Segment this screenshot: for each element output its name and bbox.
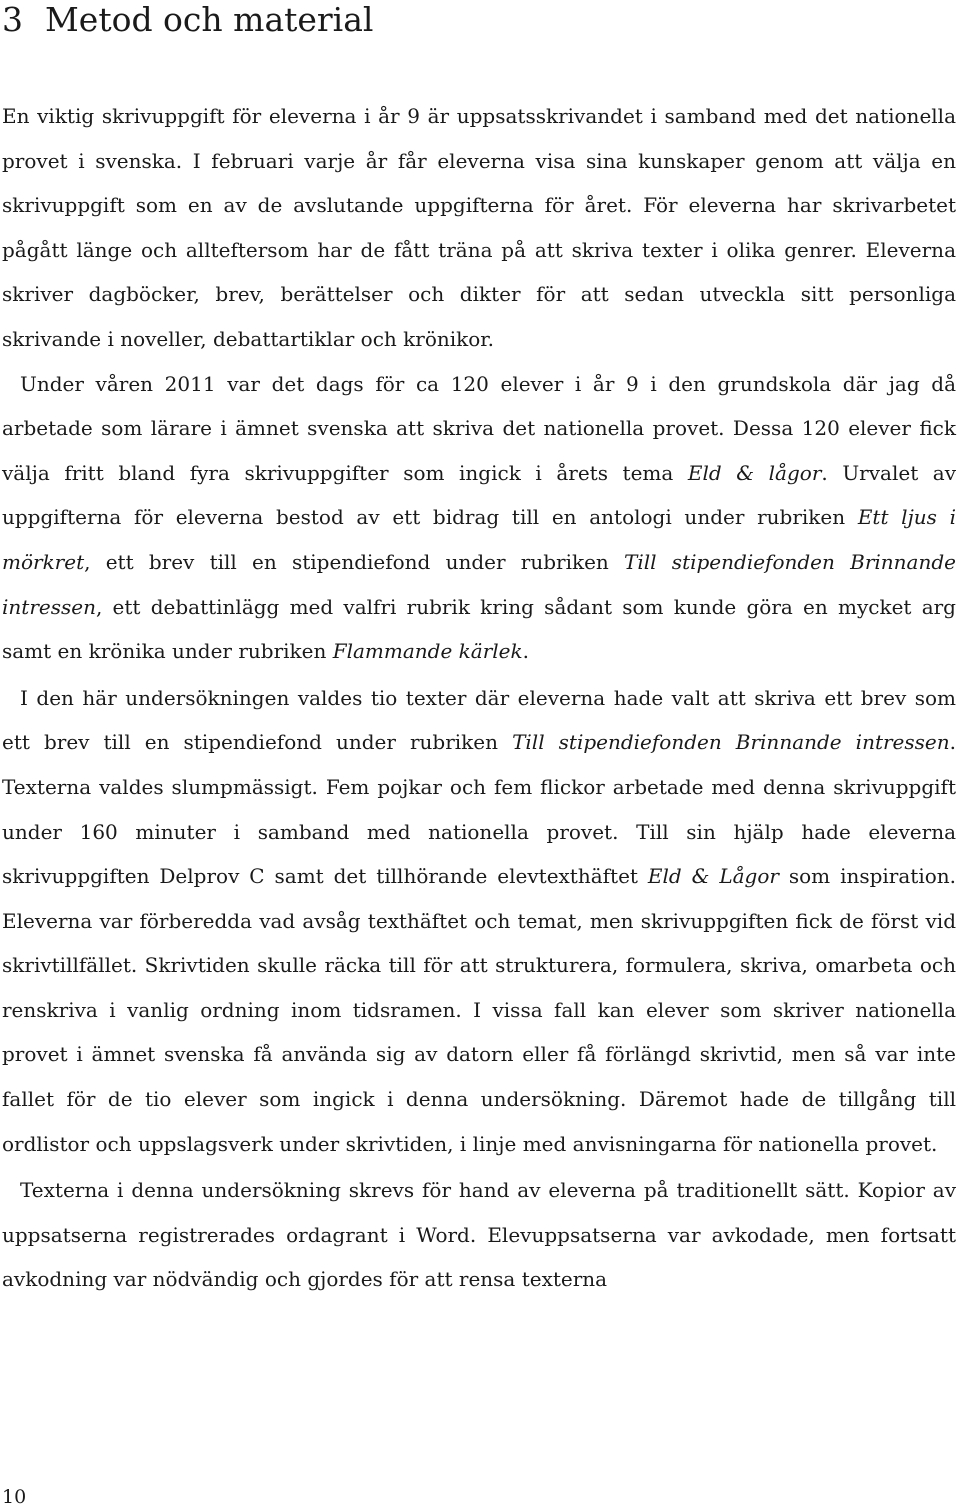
italic-title: Till stipendiefonden Brinnande intressen [2,549,956,619]
paragraph-text: I den här undersökningen valdes tio texter där eleverna hade valt att skriva ett brev som ett brev till en stipendiefond under rubriken [2,685,956,755]
section-title: Metod och material [45,0,374,39]
italic-title: Ett ljus i mörkret [2,505,956,574]
paragraph-text: . [522,639,529,664]
paragraph-3 [2,676,956,1167]
paragraph-1 [2,94,956,362]
paragraph-text: . Urvalet av uppgifterna för eleverna bestod av ett bidrag till en antologi under rubriken [2,460,957,530]
paragraph-text: som inspiration. Eleverna var förberedda vad avsåg texthäftet och temat, men skrivuppgiften fick de först vid skrivtillfället. Skrivtiden skulle räcka till för att strukturera, formulera, skriva, omarbeta och renskriva i vanlig ordning inom tidsramen. I vissa fall kan elever som skriver nationella provet i ämnet svenska få använda sig av datorn eller få förlängd skrivtid, men så var inte fallet för de tio elever som ingick i denna undersökning. Däremot hade de tillgång till ordlistor och uppslagsverk under skrivtiden, i linje med anvisningarna för nationella provet. [2,864,956,1156]
italic-title: Eld & lågor [687,460,822,485]
italic-title: Till stipendiefonden Brinnande intressen [512,730,950,755]
paragraph-text: Texterna i denna undersökning skrevs för hand av eleverna på traditionellt sätt. Kopior av uppsatserna registrerades ordagrant i Word. Elevuppsatserna var avkodade, men fortsatt avkodning var nödvändig och gjordes för att rensa texterna [2,1178,956,1292]
paragraph-4 [2,1168,956,1302]
body-text [2,94,956,1302]
paragraph-text: . Texterna valdes slumpmässigt. Fem pojkar och fem flickor arbetade med denna skrivuppgift under 160 minuter i samband med nationella provet. Till sin hjälp hade eleverna skrivuppgiften Delprov C samt det tillhörande elevtexthäftet [2,730,957,889]
section-heading [2,0,373,40]
section-number: 3 [2,0,23,39]
italic-title: Eld & Lågor [647,864,779,889]
paragraph-2 [2,362,956,674]
italic-title: Flammande kärlek [332,639,523,664]
paragraph-text: , ett brev till en stipendiefond under rubriken [84,549,625,574]
paragraph-text: En viktig skrivuppgift för eleverna i år 9 är uppsatsskrivandet i samband med det nationella provet i svenska. I februari varje år får eleverna visa sina kunskaper genom att välja en skrivuppgift som en av de avslutande uppgifterna för året. För eleverna har skrivarbetet pågått länge och allteftersom har de fått träna på att skriva texter i olika genrer. Eleverna skriver dagböcker, brev, berättelser och dikter för att sedan utveckla sitt personliga skrivande i noveller, debattartiklar och krönikor. [2,104,956,351]
paragraph-text: , ett debattinlägg med valfri rubrik kring sådant som kunde göra en mycket arg samt en krönika under rubriken [2,594,956,664]
page-number: 10 [2,1486,27,1508]
paragraph-text: Under våren 2011 var det dags för ca 120 elever i år 9 i den grundskola där jag då arbetade som lärare i ämnet svenska att skriva det nationella provet. Dessa 120 elever fick välja fritt bland fyra skrivuppgifter som ingick i årets tema [2,371,956,485]
